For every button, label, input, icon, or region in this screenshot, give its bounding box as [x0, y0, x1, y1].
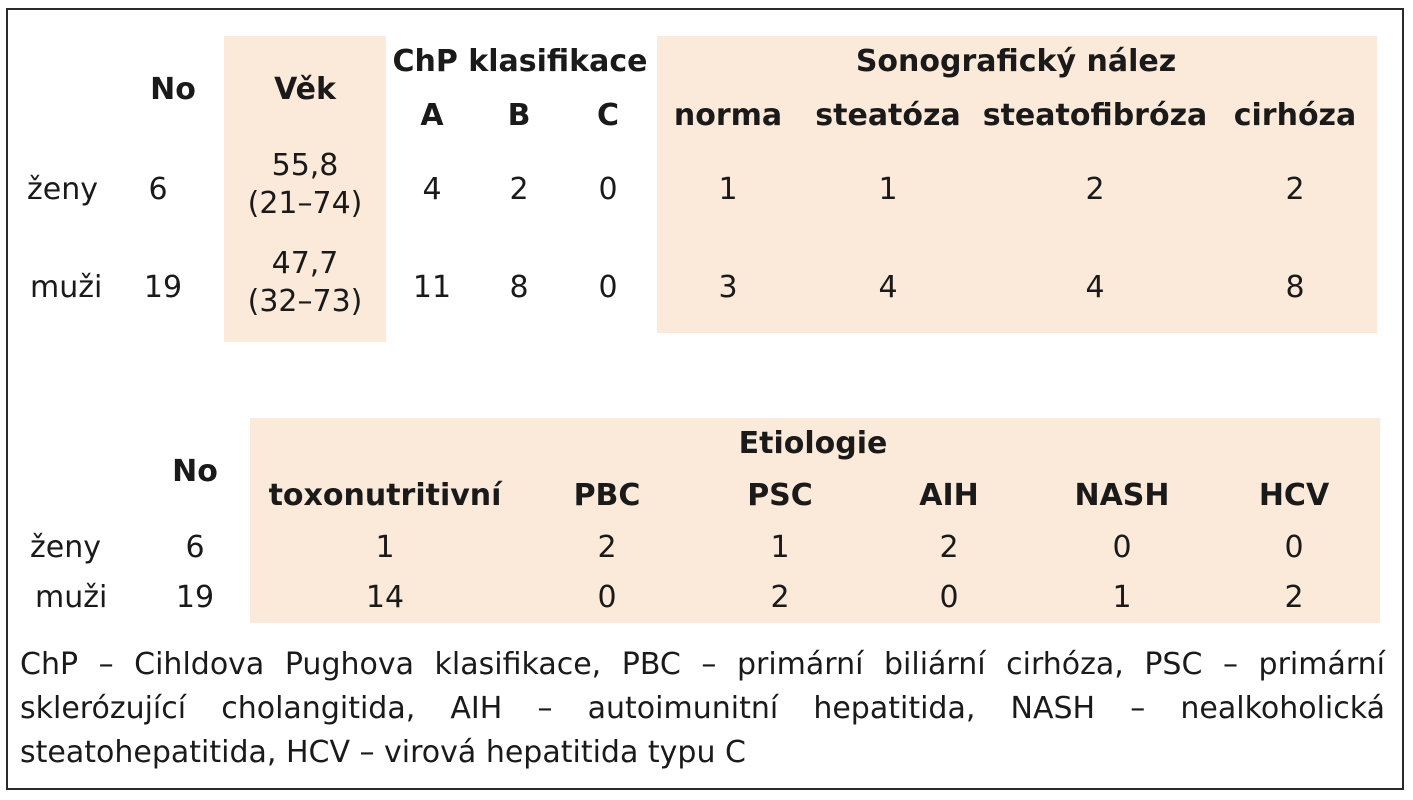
cell-no: 19 [143, 270, 183, 305]
sono-column-shade [657, 36, 1377, 333]
cell-vek-range: (32–73) [247, 284, 363, 319]
header-hcv: HCV [1258, 478, 1330, 513]
header-chp-c: C [596, 98, 620, 133]
cell-toxonutritivni: 14 [365, 580, 405, 615]
cell-psc: 1 [770, 530, 790, 565]
cell-toxonutritivni: 1 [375, 530, 395, 565]
header-no: No [150, 72, 196, 107]
header-chp-group: ChP klasifikace [392, 44, 648, 79]
note-line: sklerózující cholangitida, AIH – autoimunitní hepatitida, NASH – nealkoholická [20, 691, 1385, 726]
cell-no: 6 [185, 530, 205, 565]
cell-no: 19 [175, 580, 215, 615]
header-chp-b: B [507, 98, 531, 133]
cell-chp-a: 11 [412, 270, 452, 305]
cell-vek-range: (21–74) [247, 186, 363, 221]
cell-sono-steatofibroza: 4 [1085, 270, 1105, 305]
cell-vek-mean: 55,8 [271, 148, 339, 183]
row-label-zeny: ženy [27, 172, 98, 207]
cell-chp-b: 2 [509, 172, 529, 207]
cell-hcv: 2 [1284, 580, 1304, 615]
cell-nash: 0 [1112, 530, 1132, 565]
header-pbc: PBC [573, 478, 641, 513]
row-label-muzi: muži [35, 580, 108, 615]
cell-pbc: 2 [597, 530, 617, 565]
header-sono-norma: norma [673, 98, 783, 133]
cell-sono-steatoza: 4 [878, 270, 898, 305]
cell-chp-a: 4 [422, 172, 442, 207]
cell-sono-steatofibroza: 2 [1085, 172, 1105, 207]
cell-chp-b: 8 [509, 270, 529, 305]
cell-chp-c: 0 [598, 270, 618, 305]
row-label-zeny: ženy [30, 530, 101, 565]
header-no: No [172, 454, 218, 489]
note-line: steatohepatitida, HCV – virová hepatitida typu C [20, 735, 746, 770]
header-sono-cirhoza: cirhóza [1233, 98, 1357, 133]
cell-pbc: 0 [597, 580, 617, 615]
row-label-muzi: muži [30, 270, 103, 305]
header-sono-steatoza: steatóza [815, 98, 961, 133]
cell-sono-steatoza: 1 [878, 172, 898, 207]
cell-sono-cirhoza: 2 [1285, 172, 1305, 207]
cell-no: 6 [148, 172, 168, 207]
header-etiologie-group: Etiologie [738, 426, 888, 461]
header-chp-a: A [420, 98, 444, 133]
header-nash: NASH [1074, 478, 1170, 513]
header-aih: AIH [919, 478, 979, 513]
cell-hcv: 0 [1284, 530, 1304, 565]
cell-chp-c: 0 [598, 172, 618, 207]
cell-psc: 2 [770, 580, 790, 615]
header-vek: Věk [274, 72, 336, 107]
abbreviation-note [20, 643, 1385, 775]
cell-nash: 1 [1112, 580, 1132, 615]
cell-sono-norma: 1 [718, 172, 738, 207]
header-toxonutritivni: toxonutritivní [268, 478, 502, 513]
cell-sono-norma: 3 [718, 270, 738, 305]
header-psc: PSC [747, 478, 813, 513]
cell-sono-cirhoza: 8 [1285, 270, 1305, 305]
cell-aih: 0 [939, 580, 959, 615]
header-sono-group: Sonografický nález [855, 44, 1177, 79]
note-line: ChP – Cihldova Pughova klasifikace, PBC – primární biliární cirhóza, PSC – primární [20, 647, 1385, 682]
header-sono-steatofibroza: steatofibróza [982, 98, 1208, 133]
cell-vek-mean: 47,7 [271, 246, 339, 281]
cell-aih: 2 [939, 530, 959, 565]
